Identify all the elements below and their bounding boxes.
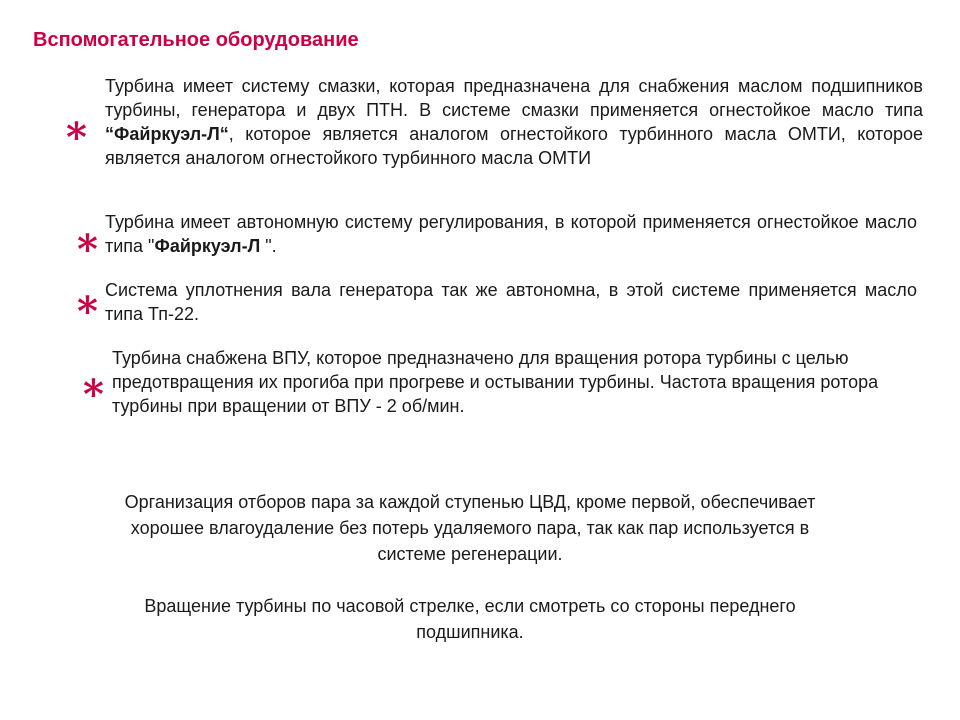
slide-title: Вспомогательное оборудование — [33, 29, 359, 51]
paragraph-text: Турбина снабжена ВПУ, которое предназначено для вращения ротора турбины с целью предотвращения их прогиба при прогреве и остывании турбины. Частота вращения ротора турбины при вращении от ВПУ - 2 об/мин. — [112, 348, 879, 416]
asterisk-bullet-icon: * — [77, 288, 98, 335]
asterisk-bullet-icon: * — [83, 371, 104, 418]
paragraph-text: , которое является аналогом огнестойкого турбинного масла ОМТИ, которое является аналогом огнестойкого турбинного масла ОМТИ — [105, 124, 923, 168]
asterisk-bullet-icon: * — [77, 226, 98, 273]
paragraph-generator-seal — [105, 278, 917, 326]
paragraph-text: Система уплотнения вала генератора так же автономна, в этой системе применяется масло типа Тп-22. — [105, 280, 917, 324]
paragraph-lubrication-system — [105, 74, 923, 170]
paragraph-turning-gear — [112, 346, 920, 418]
paragraph-text: ". — [265, 236, 277, 256]
paragraph-text: Турбина имеет автономную систему регулирования, в которой применяется огнестойкое масло типа " — [105, 212, 917, 256]
footer-paragraph-steam-extraction: Организация отборов пара за каждой ступенью ЦВД, кроме первой, обеспечивает хорошее влагоудаление без потерь удаляемого пара, так как пар используется в системе регенерации. — [124, 492, 816, 564]
paragraph-text: Турбина имеет систему смазки, которая предназначена для снабжения маслом подшипников турбины, генератора и двух ПТН. В системе смазки применяется огнестойкое масло типа — [105, 76, 923, 120]
paragraph-control-system — [105, 210, 917, 258]
footer-paragraph-rotation-direction: Вращение турбины по часовой стрелке, если смотреть со стороны переднего подшипника. — [144, 596, 796, 642]
oil-type-name: “Файркуэл-Л“ — [105, 124, 229, 144]
asterisk-bullet-icon: * — [66, 114, 87, 161]
oil-type-name: Файркуэл-Л — [154, 236, 266, 256]
